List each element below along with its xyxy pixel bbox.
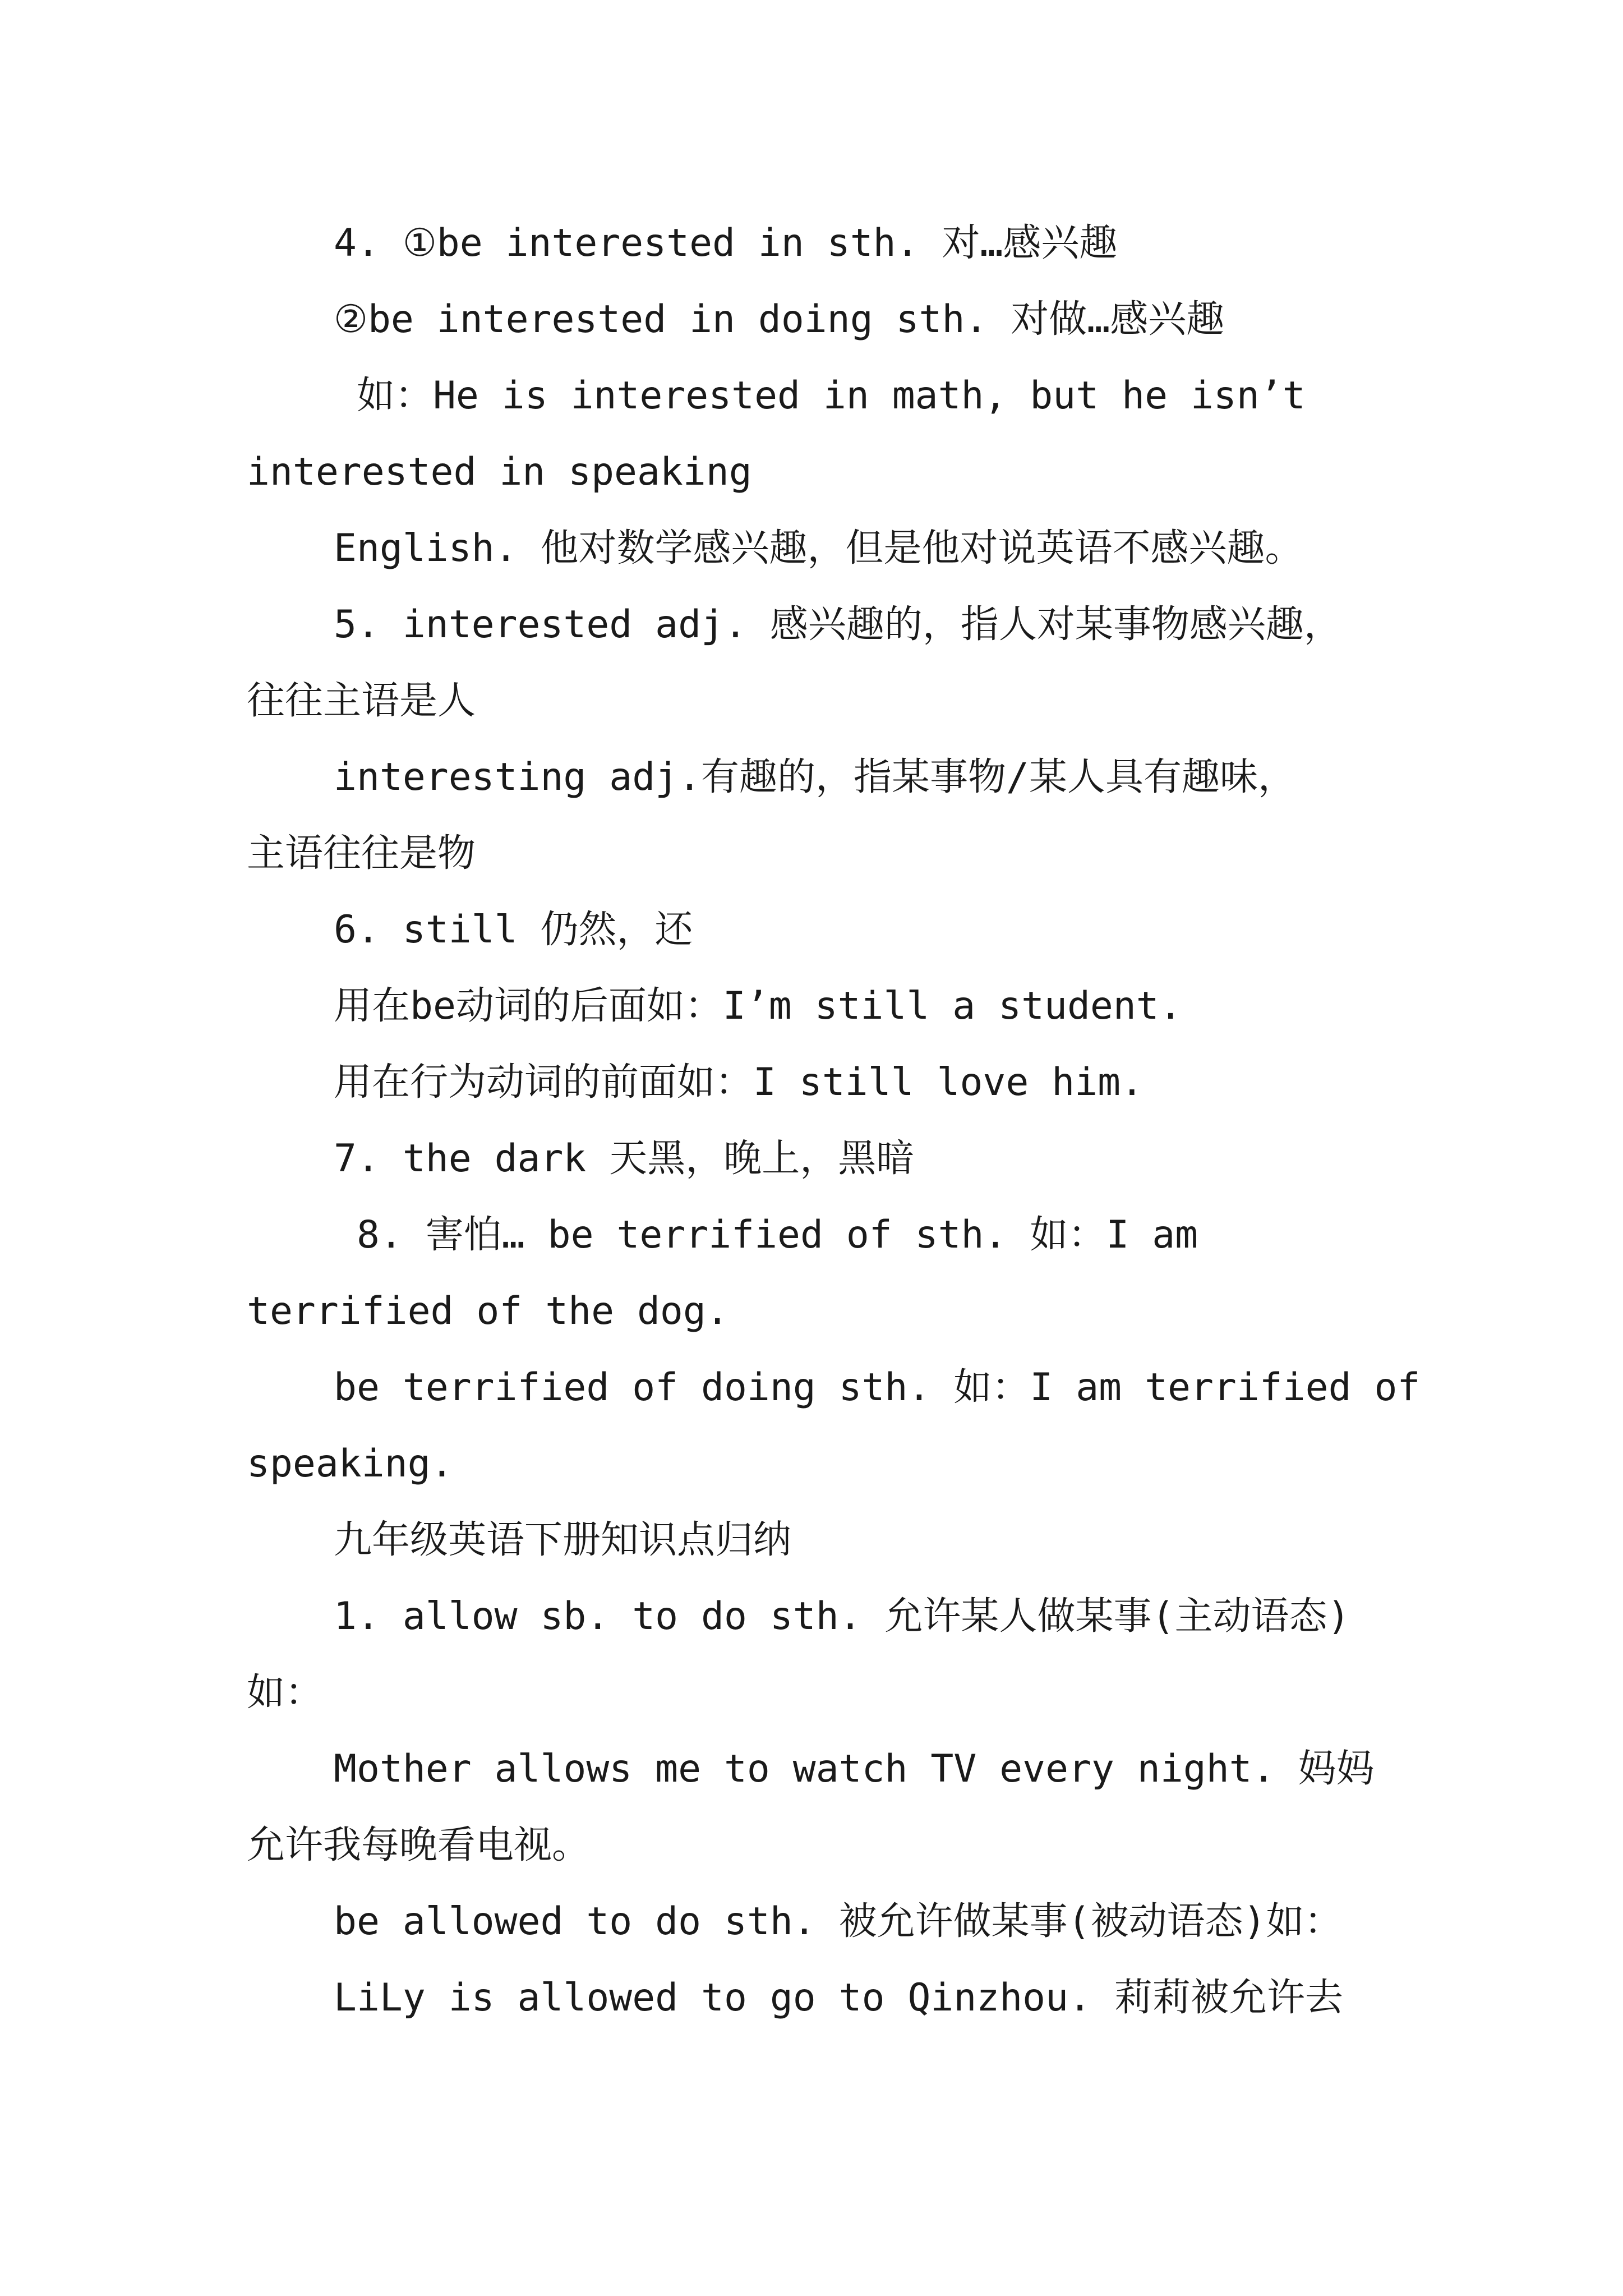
text-line-8: interesting adj.有趣的，指某事物/某人具有趣味，: [334, 755, 1296, 799]
text-line-14: 8. 害怕… be terrified of sth. 如：I am: [334, 1213, 1198, 1257]
section-heading: 九年级英语下册知识点归纳: [334, 1518, 792, 1562]
text-line-3: 如：He is interested in math, but he isn’t: [334, 374, 1306, 418]
text-line-9: 主语往往是物: [247, 831, 476, 876]
text-line-2: ②be interested in doing sth. 对做…感兴趣: [334, 297, 1225, 342]
text-line-7: 往往主语是人: [247, 679, 476, 723]
text-line-21: Mother allows me to watch TV every night. 妈妈: [334, 1747, 1375, 1791]
text-line-6: 5. interested adj. 感兴趣的，指人对某事物感兴趣，: [334, 602, 1342, 647]
text-line-17: speaking.: [247, 1442, 454, 1486]
text-line-22: 允许我每晚看电视。: [247, 1823, 591, 1867]
text-line-4: interested in speaking: [247, 450, 752, 494]
text-line-10: 6. still 仍然，还: [334, 908, 693, 952]
text-line-1: 4. ①be interested in sth. 对…感兴趣: [334, 221, 1118, 265]
text-line-5: English. 他对数学感兴趣，但是他对说英语不感兴趣。: [334, 526, 1303, 570]
text-line-24: LiLy is allowed to go to Qinzhou. 莉莉被允许去: [334, 1976, 1343, 2020]
text-line-11: 用在be动词的后面如：I’m still a student.: [334, 984, 1182, 1028]
text-line-19: 1. allow sb. to do sth. 允许某人做某事(主动语态): [334, 1594, 1350, 1639]
text-line-20: 如：: [247, 1671, 324, 1715]
text-line-23: be allowed to do sth. 被允许做某事(被动语态)如：: [334, 1899, 1343, 1944]
text-line-13: 7. the dark 天黑，晚上，黑暗: [334, 1137, 915, 1181]
text-line-12: 用在行为动词的前面如：I still love him.: [334, 1060, 1144, 1105]
text-line-16: be terrified of doing sth. 如：I am terrified of: [334, 1365, 1421, 1410]
text-line-15: terrified of the dog.: [247, 1289, 729, 1333]
